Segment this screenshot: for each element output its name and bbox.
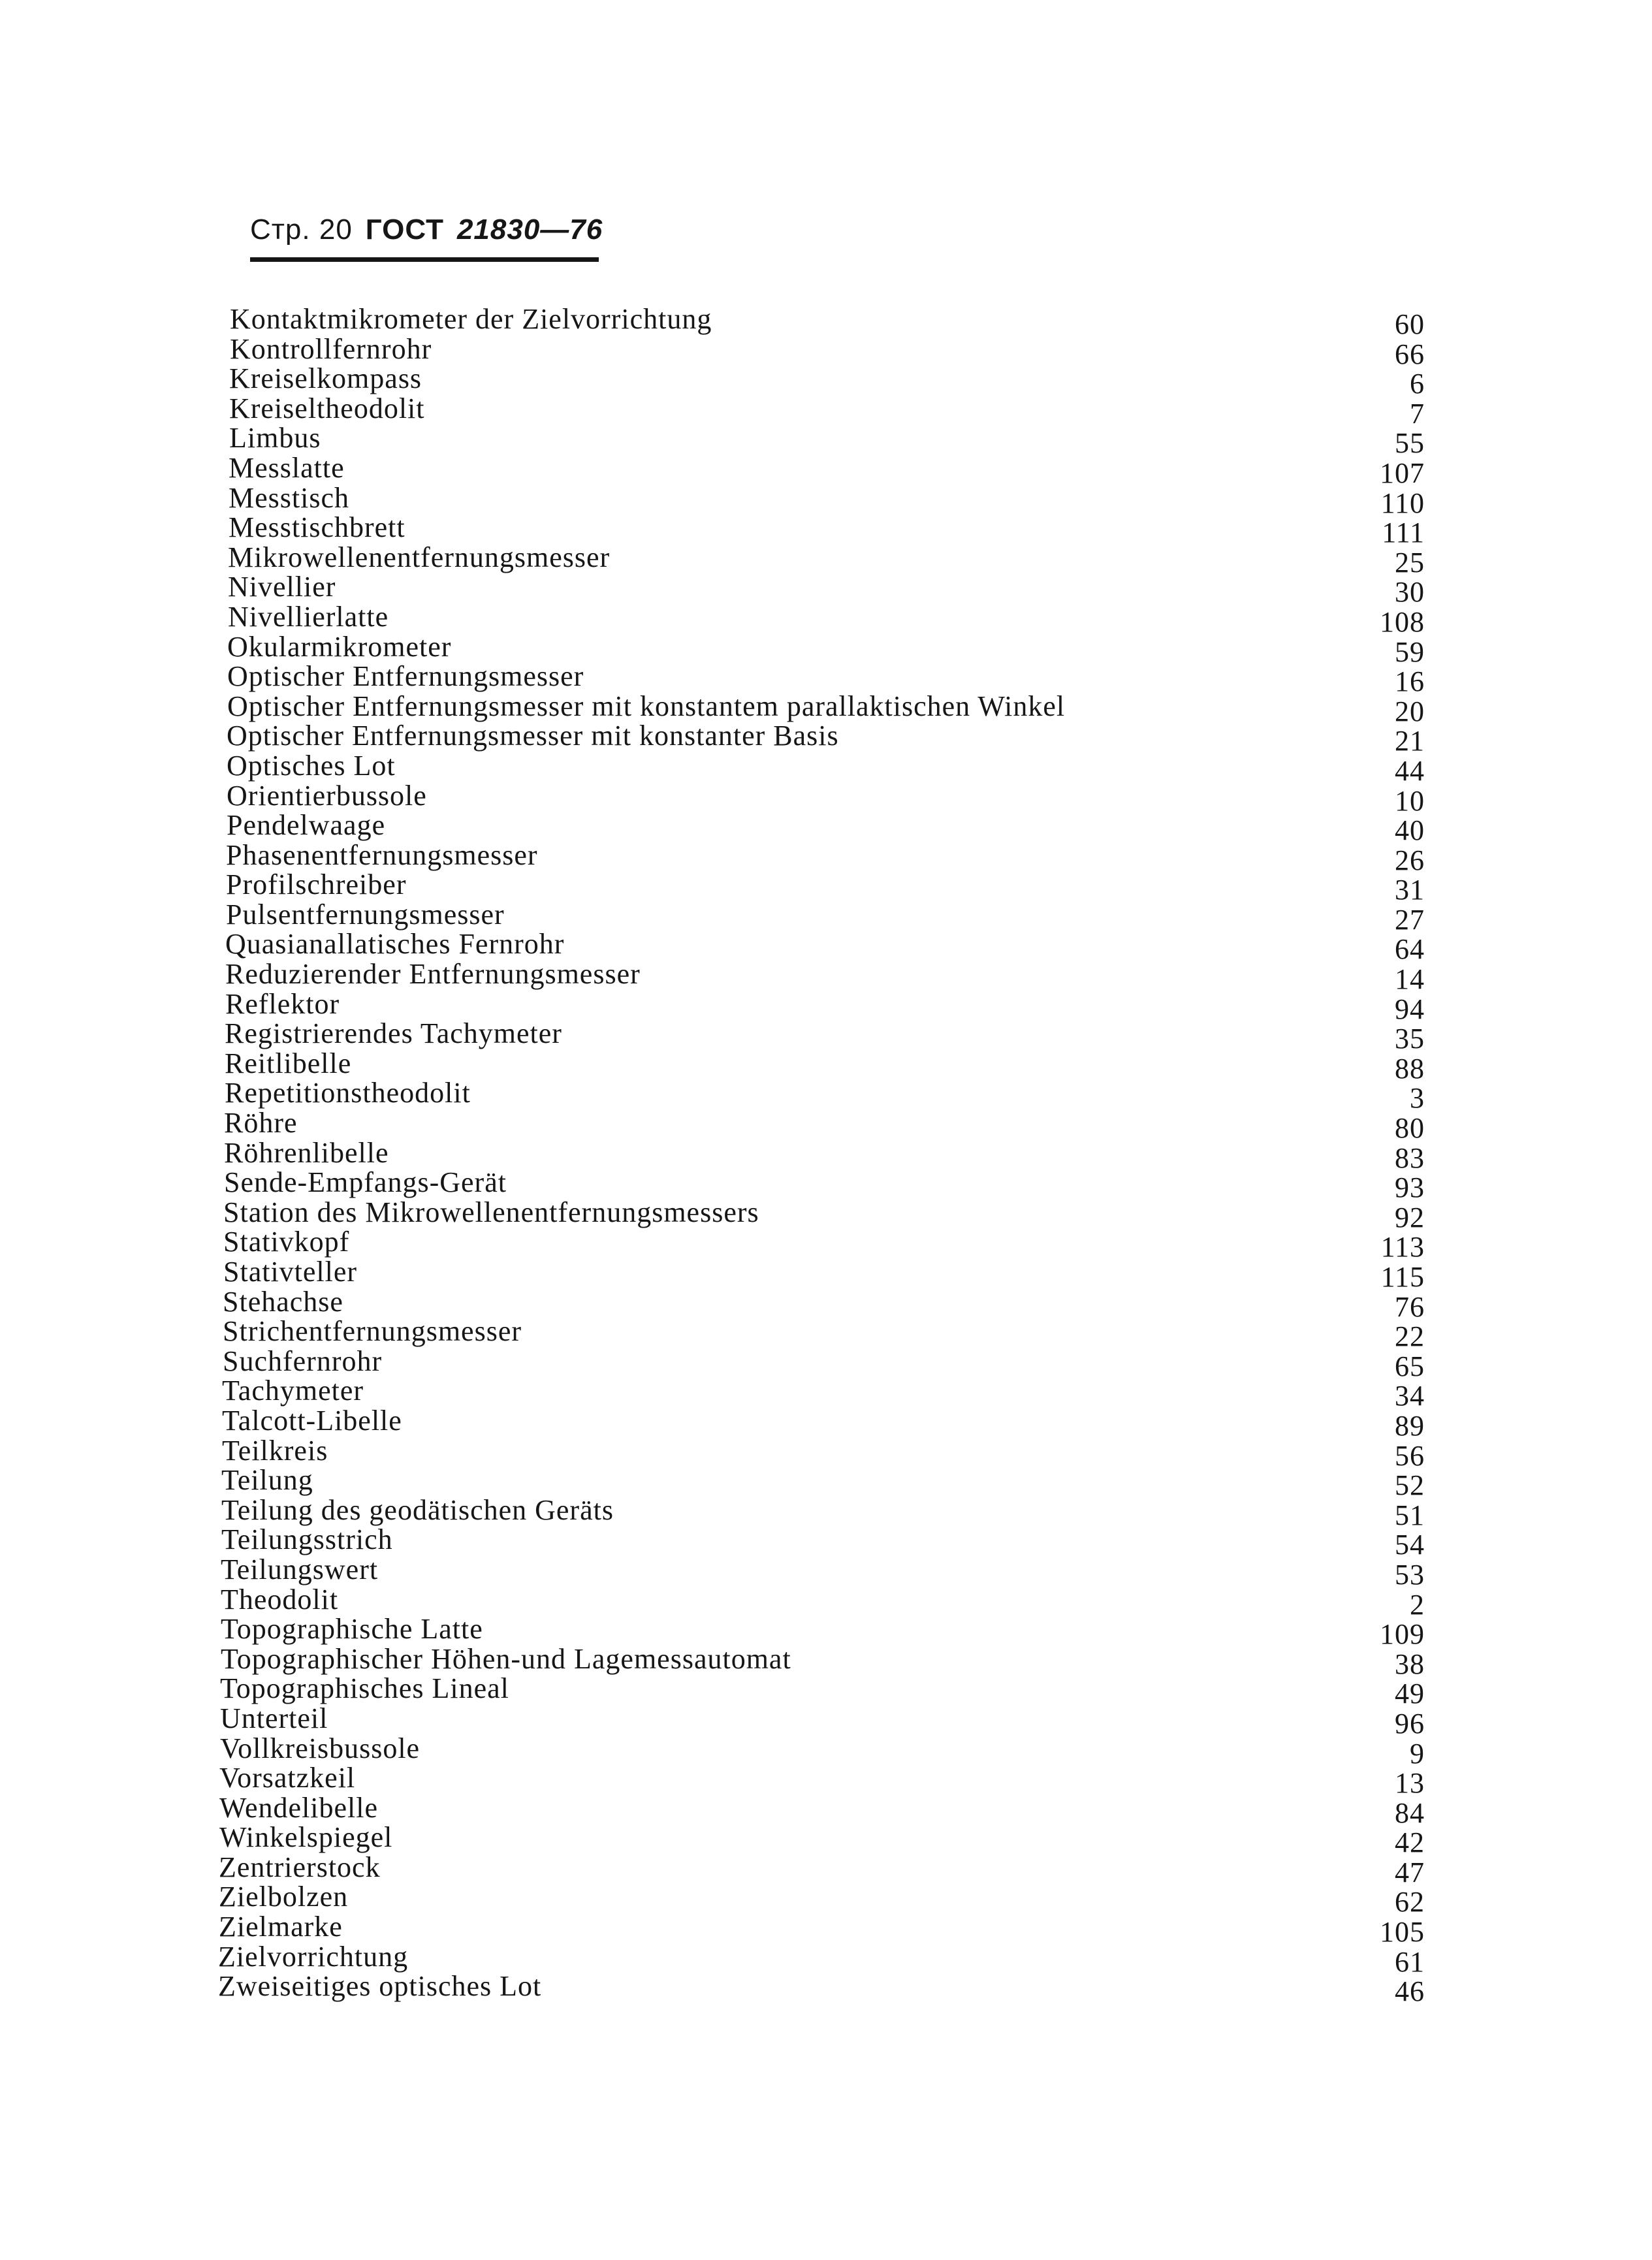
index-term: Optischer Entfernungsmesser mit konstantem parallaktischen Winkel [227,690,1066,722]
index-page-ref: 14 [1395,963,1425,996]
index-term: Zielbolzen [219,1881,349,1913]
index-page-ref: 111 [1382,517,1425,549]
index-term: Unterteil [220,1702,328,1734]
index-page-ref: 107 [1380,456,1425,489]
index-entry [227,660,1425,698]
index-page-ref: 20 [1395,695,1425,727]
index-entry [219,1881,1425,1918]
index-term: Mikrowellenentfernungsmesser [228,541,611,573]
index-term: Zentrierstock [219,1851,381,1883]
index-page-ref: 35 [1395,1023,1425,1055]
index-term: Nivellier [228,571,336,603]
index-term: Reflektor [225,987,340,1020]
index-page-ref: 38 [1395,1647,1425,1680]
index-term: Orientierbussole [227,779,427,812]
index-term: Limbus [229,422,321,454]
index-page-ref: 44 [1395,754,1425,787]
index-page-ref: 22 [1395,1320,1425,1353]
index-page-ref: 109 [1380,1618,1425,1651]
index-entry [225,928,1425,966]
index-page-ref: 96 [1395,1707,1425,1740]
index-entry [226,838,1425,876]
index-entry [223,1285,1425,1323]
index-entry [223,1345,1425,1382]
index-term: Suchfernrohr [223,1345,383,1377]
index-term: Topographischer Höhen-und Lagemessautomat [221,1642,791,1675]
index-term: Optischer Entfernungsmesser [227,660,584,693]
index-entry [227,630,1425,668]
index-entry [223,1256,1425,1293]
index-entry [224,1136,1425,1174]
index-term: Registrierendes Tachymeter [225,1017,562,1050]
index-entry [229,511,1425,549]
index-page-ref: 65 [1395,1350,1425,1382]
index-term: Teilungsstrich [221,1523,393,1556]
index-entry [219,1851,1425,1888]
index-page-ref: 2 [1410,1588,1425,1621]
index-entry [220,1732,1425,1770]
index-page-ref: 115 [1380,1261,1425,1293]
index-entry [230,332,1425,370]
index-page-ref: 10 [1395,784,1425,817]
index-term: Kreiselkompass [229,362,422,395]
index-term: Quasianallatisches Fernrohr [225,928,565,961]
index-entry [228,600,1425,638]
index-term: Tachymeter [222,1375,364,1407]
index-entry [227,690,1425,727]
standard-label: ГОСТ [365,214,444,246]
index-page-ref: 66 [1395,338,1425,370]
index-term: Messlatte [229,451,345,484]
index-entry [228,571,1425,609]
index-entry [226,868,1425,906]
index-page-ref: 52 [1395,1469,1425,1502]
index-page-ref: 7 [1410,397,1425,430]
index-page-ref: 46 [1395,1975,1425,2008]
index-term: Zielmarke [219,1911,343,1943]
index-term: Topographische Latte [221,1613,483,1646]
index-page-ref: 40 [1395,814,1425,847]
index-page-ref: 6 [1410,368,1425,400]
index-page-ref: 56 [1395,1439,1425,1472]
page-number-label: Стр. 20 [250,214,353,246]
index-entry [225,987,1425,1025]
index-page-ref: 25 [1395,546,1425,579]
index-entry [229,481,1425,519]
index-term: Phasenentfernungsmesser [226,838,538,871]
index-page-ref: 76 [1395,1290,1425,1323]
index-term: Stativkopf [223,1226,350,1258]
index-entry [221,1613,1425,1651]
index-term: Topographisches Lineal [220,1672,509,1705]
index-term: Messtischbrett [229,511,405,544]
index-entry [226,898,1425,936]
index-page-ref: 21 [1395,725,1425,757]
index-page-ref: 62 [1395,1886,1425,1918]
index-entry [229,451,1425,489]
index-term: Vorsatzkeil [219,1762,356,1794]
index-term: Stativteller [223,1256,358,1288]
index-entry [230,303,1425,340]
index-entry [224,1166,1425,1204]
index-entry [222,1375,1425,1412]
alphabetical-index [218,303,1425,2008]
index-term: Röhre [224,1107,298,1139]
index-page-ref: 89 [1395,1409,1425,1442]
index-term: Teilung [221,1464,313,1497]
index-page-ref: 34 [1395,1380,1425,1412]
index-term: Winkelspiegel [219,1821,393,1854]
index-entry [221,1553,1425,1591]
index-page-ref: 31 [1395,874,1425,906]
index-entry [225,1077,1425,1115]
index-page-ref: 83 [1395,1141,1425,1174]
index-page-ref: 60 [1395,308,1425,340]
index-page-ref: 108 [1380,605,1425,638]
index-term: Teilung des geodätischen Geräts [221,1493,614,1526]
index-page-ref: 84 [1395,1796,1425,1829]
index-entry [225,958,1425,996]
index-term: Pulsentfernungsmesser [226,898,505,931]
index-entry [218,1940,1425,1978]
index-entry [221,1583,1425,1621]
index-page-ref: 13 [1395,1767,1425,1800]
index-entry [221,1642,1425,1680]
index-page-ref: 93 [1395,1171,1425,1204]
index-page-ref: 47 [1395,1856,1425,1888]
index-term: Sende-Empfangs-Gerät [224,1166,507,1199]
index-term: Optisches Lot [227,749,396,782]
index-page-ref: 42 [1395,1826,1425,1859]
index-entry [222,1434,1425,1472]
index-page-ref: 30 [1395,576,1425,609]
page-header [250,210,603,249]
index-term: Profilschreiber [226,868,407,901]
index-page-ref: 94 [1395,993,1425,1025]
index-term: Vollkreisbussole [220,1732,421,1764]
index-term: Strichentfernungsmesser [223,1315,522,1348]
index-page-ref: 54 [1395,1529,1425,1561]
index-entry [223,1226,1425,1264]
index-entry [220,1702,1425,1740]
index-entry [227,809,1425,847]
index-entry [225,1017,1425,1055]
index-page-ref: 59 [1395,635,1425,668]
index-entry [229,392,1425,430]
index-entry [228,541,1425,579]
index-page-ref: 110 [1380,486,1425,519]
index-page-ref: 88 [1395,1052,1425,1085]
index-page-ref: 105 [1380,1916,1425,1949]
index-term: Theodolit [221,1583,339,1615]
index-entry [225,1047,1425,1085]
index-entry [227,720,1425,757]
index-term: Repetitionstheodolit [225,1077,471,1109]
standard-number: 21830—76 [456,214,603,246]
index-entry [221,1523,1425,1561]
index-entry [227,779,1425,817]
index-page-ref: 80 [1395,1112,1425,1145]
index-entry [219,1911,1425,1949]
index-page-ref: 92 [1395,1201,1425,1233]
index-term: Wendelibelle [219,1791,379,1824]
index-entry [229,422,1425,460]
index-term: Teilungswert [221,1553,379,1585]
index-page-ref: 26 [1395,844,1425,876]
index-entry [227,749,1425,787]
index-page-ref: 64 [1395,933,1425,966]
index-term: Talcott-Libelle [222,1404,402,1437]
index-term: Messtisch [229,481,349,514]
index-page-ref: 3 [1410,1082,1425,1115]
index-page-ref: 9 [1410,1737,1425,1770]
index-term: Röhrenlibelle [224,1136,389,1169]
index-entry [224,1107,1425,1145]
index-term: Teilkreis [222,1434,328,1467]
header-rule [250,257,599,262]
index-page-ref: 55 [1395,427,1425,460]
index-term: Zielvorrichtung [218,1940,409,1973]
index-page-ref: 27 [1395,903,1425,936]
index-term: Kontrollfernrohr [230,332,432,365]
index-term: Pendelwaage [227,809,386,842]
index-page-ref: 113 [1380,1231,1425,1264]
index-term: Nivellierlatte [228,600,389,633]
index-entry [223,1196,1425,1233]
index-page-ref: 49 [1395,1678,1425,1710]
index-term: Okularmikrometer [227,630,452,663]
index-entry [222,1404,1425,1442]
index-entry [221,1464,1425,1502]
index-term: Zweiseitiges optisches Lot [218,1970,542,2003]
index-page-ref: 53 [1395,1558,1425,1591]
index-term: Kreiseltheodolit [229,392,425,424]
index-entry [218,1970,1425,2008]
index-entry [220,1672,1425,1710]
index-term: Stehachse [223,1285,343,1318]
index-page-ref: 16 [1395,665,1425,698]
index-term: Reduzierender Entfernungsmesser [225,958,641,991]
index-term: Optischer Entfernungsmesser mit konstanter Basis [227,720,839,752]
index-page-ref: 61 [1395,1945,1425,1978]
index-entry [229,362,1425,400]
index-entry [219,1821,1425,1859]
index-term: Reitlibelle [225,1047,352,1079]
index-entry [219,1791,1425,1829]
index-entry [221,1493,1425,1531]
index-page-ref: 51 [1395,1499,1425,1531]
index-term: Kontaktmikrometer der Zielvorrichtung [230,303,712,335]
index-entry [223,1315,1425,1353]
index-term: Station des Mikrowellenentfernungsmessers [223,1196,759,1228]
index-entry [219,1762,1425,1800]
